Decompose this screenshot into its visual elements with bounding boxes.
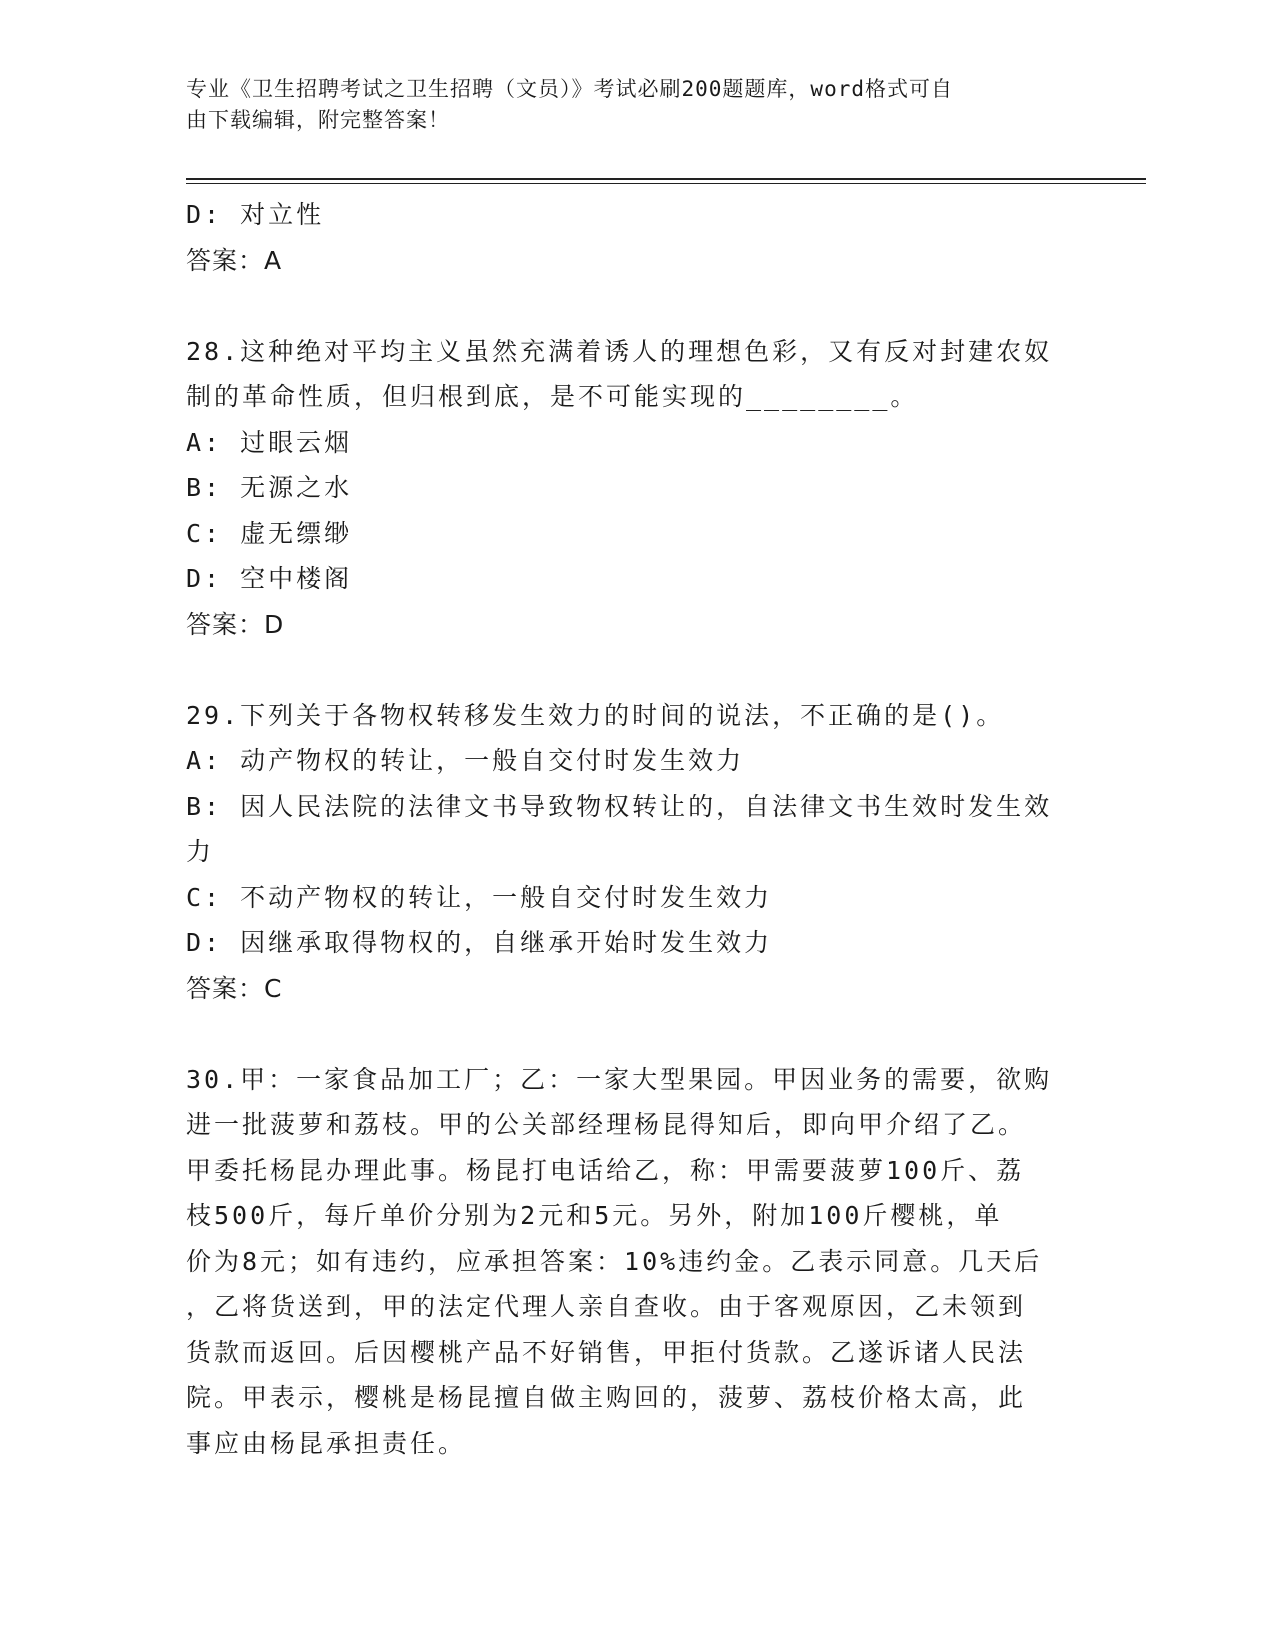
header-title-line-1: 专业《卫生招聘考试之卫生招聘（文员）》考试必刷200题题库，word格式可自 [186,77,953,101]
document-body [186,192,1066,1466]
question-stem: 28.这种绝对平均主义虽然充满着诱人的理想色彩，又有反对封建农奴 [186,336,1053,366]
spacer [186,283,1066,329]
option-d: D: 因继承取得物权的，自继承开始时发生效力 [186,928,773,957]
option-d: D: 空中楼阁 [186,564,353,593]
question-stem-line: 货款而返回。后因樱桃产品不好销售，甲拒付货款。乙遂诉诸人民法 [186,1337,1027,1367]
answer: 答案：C [186,973,283,1003]
question-28 [186,329,1066,648]
question-stem-line: 价为8元；如有违约，应承担答案：10%违约金。乙表示同意。几天后 [186,1246,1043,1276]
header-title-line-2: 由下载编辑，附完整答案！ [186,108,450,132]
option-c: C: 不动产物权的转让，一般自交付时发生效力 [186,882,773,912]
question-29 [186,693,1066,1012]
question-stem-line: 院。甲表示，樱桃是杨昆擅自做主购回的，菠萝、荔枝价格太高，此 [186,1383,1027,1412]
question-stem: 29.下列关于各物权转移发生效力的时间的说法，不正确的是()。 [186,700,1005,730]
option-a: A: 过眼云烟 [186,427,353,457]
question-stem-line: 事应由杨昆承担责任。 [186,1428,467,1458]
question-stem-line: 枝500斤，每斤单价分别为2元和5元。另外，附加100斤樱桃，单 [186,1201,1003,1230]
spacer [186,1011,1066,1057]
header-divider-thin [186,183,1146,184]
option-b: B: 因人民法院的法律文书导致物权转让的，自法律文书生效时发生效 [186,791,1053,821]
question-stem-line: 甲委托杨昆办理此事。杨昆打电话给乙，称：甲需要菠萝100斤、荔 [186,1155,1025,1185]
answer: 答案：A [186,245,283,275]
option-d: D: 对立性 [186,200,325,229]
spacer [186,647,1066,693]
document-header [186,74,1066,136]
question-stem-line: 30.甲：一家食品加工厂；乙：一家大型果园。甲因业务的需要，欲购 [186,1064,1053,1094]
option-c: C: 虚无缥缈 [186,518,353,548]
question-stem: 制的革命性质，但归根到底，是不可能实现的________。 [186,382,919,411]
header-divider-thick [186,178,1146,180]
question-stem-line: 进一批菠萝和荔枝。甲的公关部经理杨昆得知后，即向甲介绍了乙。 [186,1110,1027,1139]
previous-question [186,192,1066,283]
option-b: B: 无源之水 [186,473,353,502]
option-b-continued: 力 [186,837,215,866]
question-stem-line: ，乙将货送到，甲的法定代理人亲自查收。由于客观原因，乙未领到 [186,1292,1027,1321]
question-30 [186,1057,1066,1467]
option-a: A: 动产物权的转让，一般自交付时发生效力 [186,746,745,775]
answer: 答案：D [186,609,285,639]
